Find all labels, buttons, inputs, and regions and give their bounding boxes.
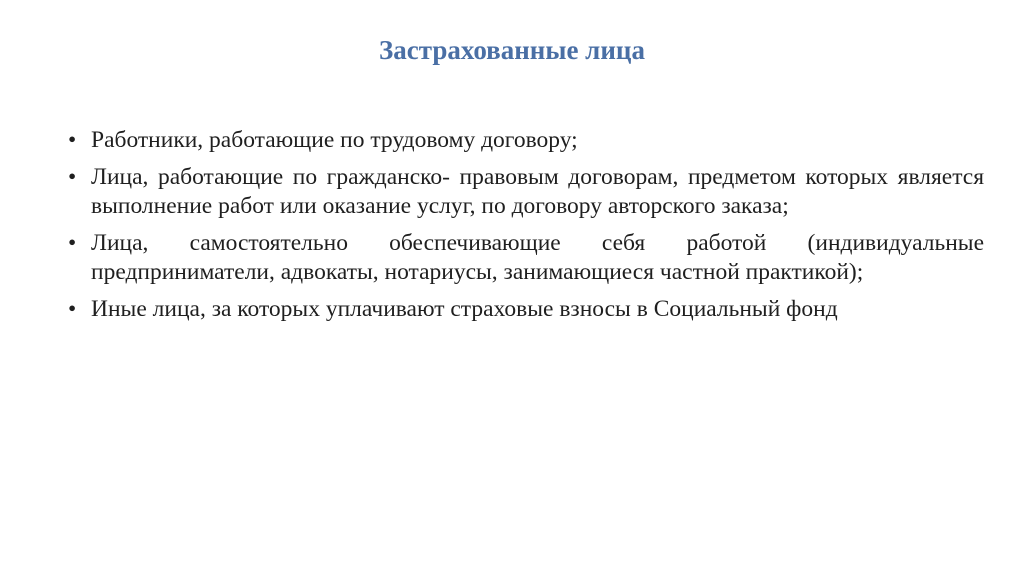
slide-title: Застрахованные лица <box>379 35 645 65</box>
list-item <box>68 229 984 287</box>
list-item-text: Работники, работающие по трудовому договору; <box>91 127 578 153</box>
bullet-list <box>68 126 984 332</box>
bullet-icon: • <box>68 127 77 153</box>
bullet-icon: • <box>68 296 77 322</box>
list-item <box>68 126 984 155</box>
list-item <box>68 295 984 324</box>
list-item-text: Лица, самостоятельно обеспечивающие себя работой (индивидуальные предприниматели, адвокаты, нотариусы, занимающиеся частной практикой); <box>91 230 984 285</box>
bullet-icon: • <box>68 230 77 256</box>
bullet-icon: • <box>68 164 77 190</box>
list-item-text: Иные лица, за которых уплачивают страховые взносы в Социальный фонд <box>91 296 838 322</box>
list-item-text: Лица, работающие по гражданско- правовым договорам, предметом которых является выполнение работ или оказание услуг, по договору авторского заказа; <box>91 164 984 219</box>
list-item <box>68 163 984 221</box>
